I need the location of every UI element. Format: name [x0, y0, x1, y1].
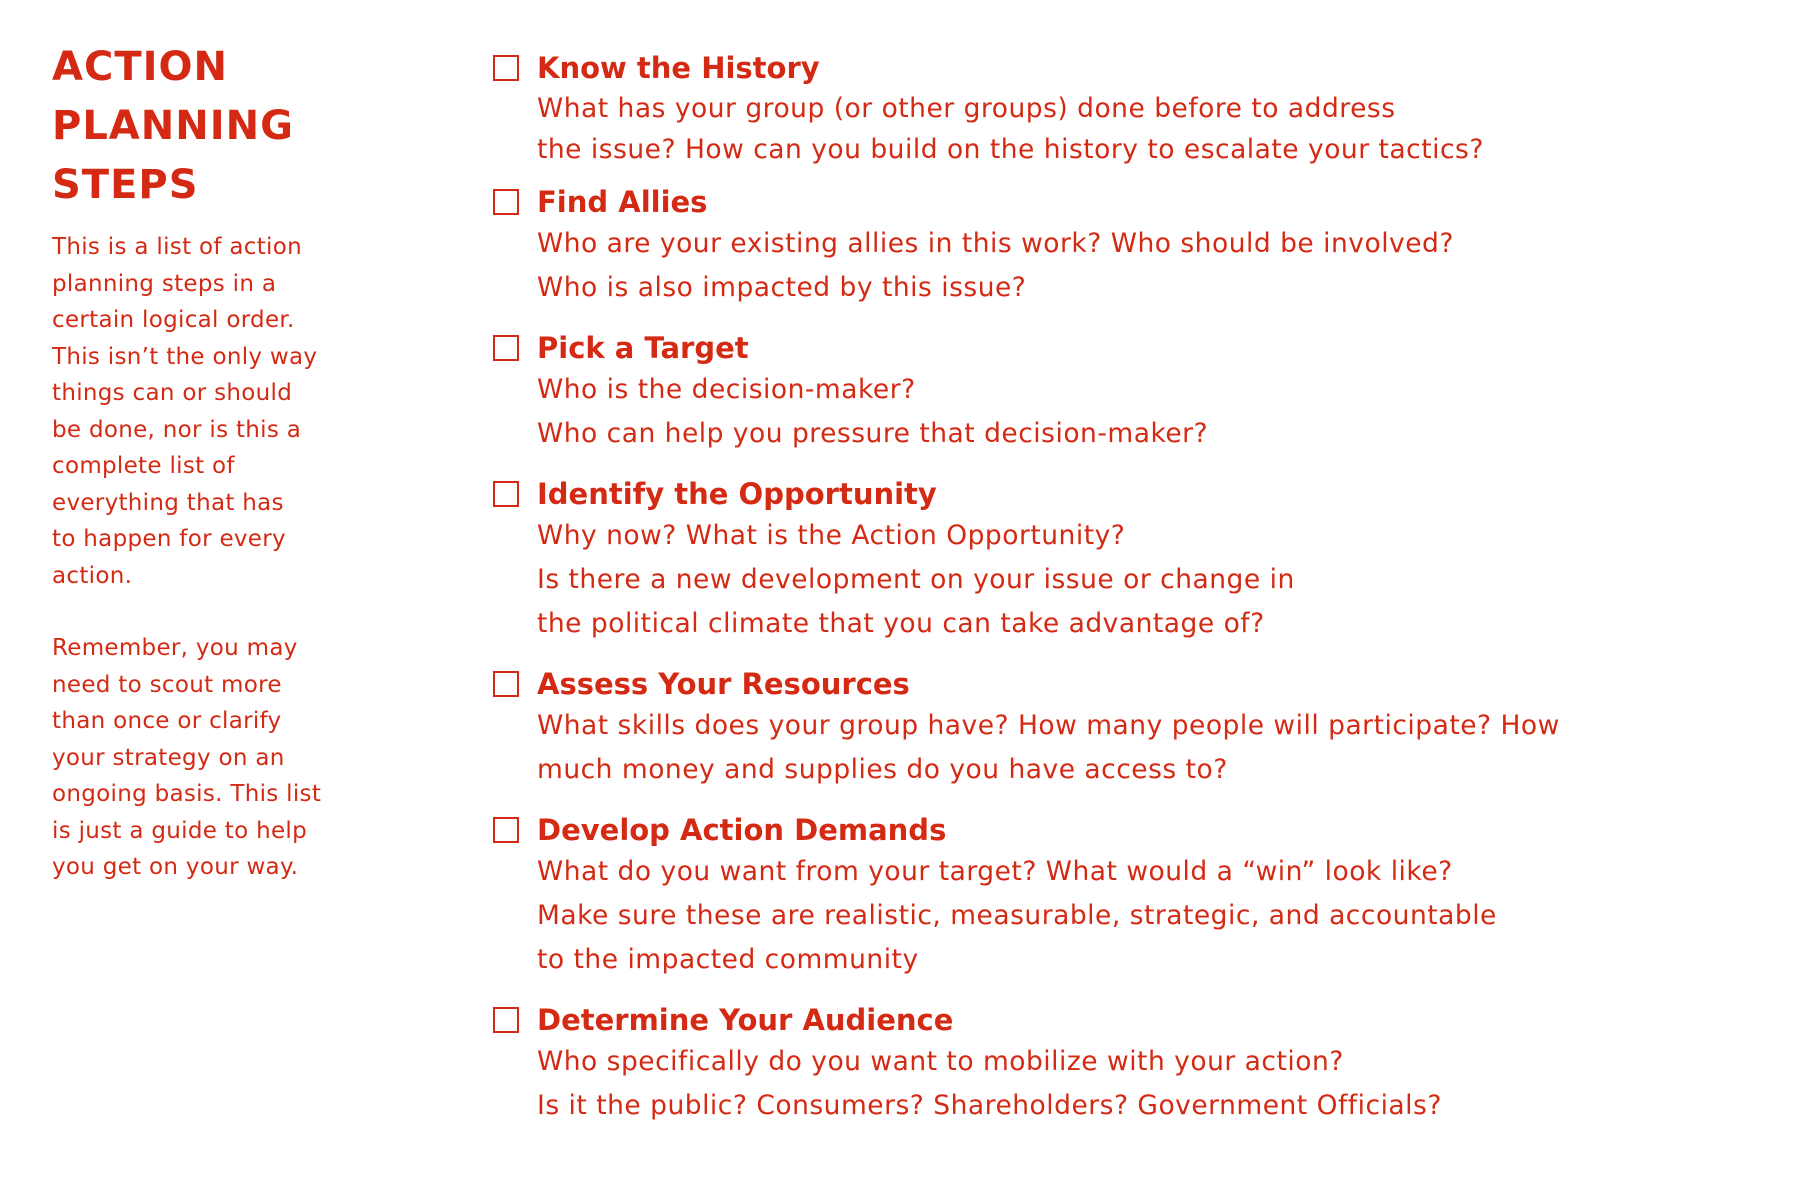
step-description-line: Is there a new development on your issue or change in	[537, 564, 1295, 595]
reminder-line: need to scout more	[52, 671, 282, 698]
step-description-line: the issue? How can you build on the history to escalate your tactics?	[537, 134, 1484, 165]
sidebar	[52, 38, 372, 886]
step-description-line: Who can help you pressure that decision-maker?	[537, 418, 1209, 449]
step-determine-your-audience	[493, 1000, 1783, 1128]
step-description-line: much money and supplies do you have access to?	[537, 754, 1228, 785]
title-line: ACTION	[52, 44, 228, 90]
page-title	[52, 38, 372, 215]
step-description-line: Who specifically do you want to mobilize with your action?	[537, 1046, 1344, 1077]
intro-line: action.	[52, 562, 133, 589]
intro-line: planning steps in a	[52, 270, 277, 297]
step-title: Identify the Opportunity	[537, 477, 937, 511]
reminder-line: than once or clarify	[52, 708, 282, 734]
step-description-line: Why now? What is the Action Opportunity?	[537, 520, 1126, 551]
intro-line: certain logical order.	[52, 307, 295, 333]
step-title: Develop Action Demands	[537, 813, 947, 847]
reminder-line: your strategy on an	[52, 744, 285, 771]
step-title: Determine Your Audience	[537, 1003, 954, 1037]
title-line: PLANNING	[52, 103, 294, 149]
step-title: Assess Your Resources	[537, 667, 910, 701]
step-know-the-history	[493, 48, 1783, 170]
step-description-line: Who is also impacted by this issue?	[537, 272, 1027, 303]
step-identify-the-opportunity	[493, 474, 1783, 646]
step-title: Pick a Target	[537, 331, 749, 365]
step-title: Find Allies	[537, 185, 708, 219]
step-assess-your-resources	[493, 664, 1783, 792]
reminder-line: is just a guide to help	[52, 817, 308, 844]
reminder-line: ongoing basis. This list	[52, 781, 322, 807]
step-description-line: What do you want from your target? What would a “win” look like?	[537, 856, 1453, 887]
step-checkbox[interactable]	[493, 1007, 519, 1033]
step-checkbox[interactable]	[493, 335, 519, 361]
step-checkbox[interactable]	[493, 817, 519, 843]
intro-line: things can or should	[52, 380, 293, 406]
reminder-line: Remember, you may	[52, 635, 298, 661]
reminder-text	[52, 630, 372, 886]
step-develop-action-demands	[493, 810, 1783, 982]
intro-line: complete list of	[52, 453, 235, 479]
reminder-line: you get on your way.	[52, 854, 299, 880]
step-description-line: What skills does your group have? How many people will participate? How	[537, 710, 1560, 741]
intro-line: be done, nor is this a	[52, 416, 302, 443]
steps-checklist	[493, 48, 1783, 1128]
step-description-line: Who is the decision-maker?	[537, 374, 916, 405]
step-description-line: the political climate that you can take advantage of?	[537, 608, 1265, 639]
intro-line: This is a list of action	[52, 234, 302, 260]
step-title: Know the History	[537, 51, 820, 85]
step-checkbox[interactable]	[493, 189, 519, 215]
step-find-allies	[493, 182, 1783, 310]
step-pick-a-target	[493, 328, 1783, 456]
step-description-line: Make sure these are realistic, measurable, strategic, and accountable	[537, 900, 1497, 931]
step-description-line: to the impacted community	[537, 944, 919, 975]
step-checkbox[interactable]	[493, 481, 519, 507]
intro-line: This isn’t the only way	[52, 343, 318, 370]
step-description-line: Who are your existing allies in this work? Who should be involved?	[537, 228, 1454, 259]
intro-text	[52, 229, 372, 594]
step-description-line: What has your group (or other groups) done before to address	[537, 93, 1396, 124]
step-description-line: Is it the public? Consumers? Shareholders? Government Officials?	[537, 1090, 1442, 1121]
step-checkbox[interactable]	[493, 55, 519, 81]
intro-line: to happen for every	[52, 526, 286, 552]
intro-line: everything that has	[52, 489, 284, 516]
step-checkbox[interactable]	[493, 671, 519, 697]
title-line: STEPS	[52, 162, 199, 208]
